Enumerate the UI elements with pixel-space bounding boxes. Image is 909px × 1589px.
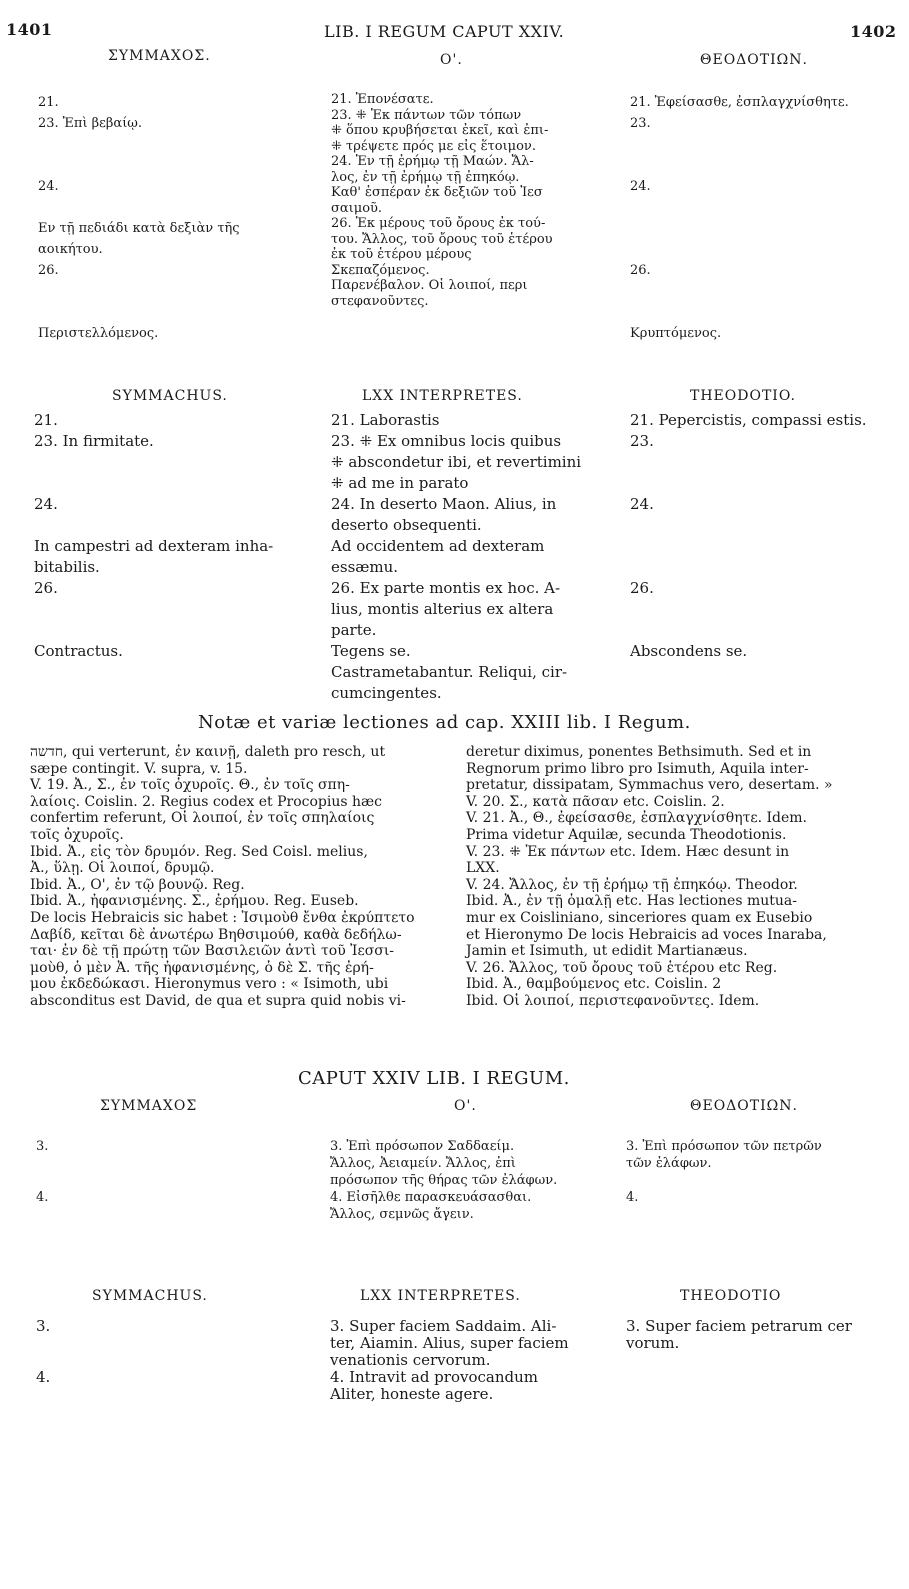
latin-lxx-line-2: 4. Intravit ad provocandum xyxy=(330,1368,538,1386)
latin-lxx-line: Castrametabantur. Reliqui, cir- xyxy=(331,663,568,681)
latin-theodotio-line xyxy=(630,536,905,557)
latin-lxx-line-2: ter, Aiamin. Alius, super faciem xyxy=(330,1334,569,1352)
latin-symmachus-line-2 xyxy=(36,1335,296,1352)
greek-header-symmachus: ΣΥΜΜΑΧΟΣ. xyxy=(108,48,211,64)
latin-symmachus-line: 24. xyxy=(34,495,58,513)
greek-lxx-line: του. Ἄλλος, τοῦ ὄρους τοῦ ἑτέρου xyxy=(331,231,553,247)
greek-symmachus-line xyxy=(38,302,298,323)
greek-header-symmachus-2: ΣΥΜΜΑΧΟΣ xyxy=(100,1098,198,1114)
greek-lxx-line: 21. Ἐπονέσατε. xyxy=(331,92,434,107)
greek-theodotion-line-2 xyxy=(626,1172,906,1189)
latin-header-lxx-2: LXX INTERPRETES. xyxy=(360,1288,521,1304)
latin-theodotio-line: Abscondens se. xyxy=(630,642,748,660)
notes-left-line: Δαβίδ, κεῖται δὲ ἀνωτέρω Βηθσιμούθ, καθὰ δεδήλω- xyxy=(30,926,402,943)
latin-theodotio-column-2 xyxy=(626,1318,906,1352)
latin-header-symmachus-2: SYMMACHUS. xyxy=(92,1288,208,1304)
latin-lxx-line: 26. Ex parte montis ex hoc. A- xyxy=(331,579,561,597)
latin-lxx-line-2: Aliter, honeste agere. xyxy=(330,1385,494,1403)
greek-symmachus-line: αοικήτου. xyxy=(38,242,103,257)
greek-header-lxx: O'. xyxy=(440,52,463,68)
greek-lxx-line: ⁜ ὅπου κρυβήσεται ἐκεῖ, καὶ ἐπι- xyxy=(331,123,549,138)
greek-symmachus-line xyxy=(38,134,298,155)
greek-symmachus-line: 21. xyxy=(38,95,59,110)
notes-right-line: V. 26. Ἄλλος, τοῦ ὄρους τοῦ ἑτέρου etc Reg. xyxy=(466,959,778,976)
latin-symmachus-line xyxy=(34,599,294,620)
notes-right-line: et Hieronymo De locis Hebraicis ad voces Inaraba, xyxy=(466,926,827,943)
notes-right-line: LXX. xyxy=(466,860,500,877)
notes-left-line: Ibid. Ἀ., εἰς τὸν δρυμόν. Reg. Sed Coisl. melius, xyxy=(30,843,368,860)
notes-right-line: pretatur, dissipatam, Symmachus vero, desertam. » xyxy=(466,777,833,794)
notes-right-line: V. 21. Ἀ., Θ., ἐφείσασθε, ἐσπλαγχνίσθητε. Idem. xyxy=(466,810,807,827)
greek-theodotion-line xyxy=(630,302,905,323)
greek-header-theodotion-2: ΘΕΟΔΟΤΙΩΝ. xyxy=(690,1098,798,1114)
greek-theodotion-line xyxy=(630,281,905,302)
notes-left-line: confertim referunt, Οἱ λοιποί, ἐν τοῖς σπηλαίοις xyxy=(30,810,375,827)
notes-right-line: Ibid. Ἀ., ἐν τῇ ὁμαλῇ etc. Has lectiones mutua- xyxy=(466,893,797,910)
notes-left-line: Ibid. Ἀ., Ο', ἐν τῷ βουνῷ. Reg. xyxy=(30,876,245,893)
notes-left-line: absconditus est David, de qua et supra quid nobis vi- xyxy=(30,992,406,1009)
notes-left-line: Ἀ., ὕλῃ. Οἱ λοιποί, δρυμῷ. xyxy=(30,860,215,877)
latin-lxx-line: Tegens se. xyxy=(331,642,411,660)
latin-symmachus-line: In campestri ad dexteram inha- xyxy=(34,537,274,555)
greek-symmachus-line xyxy=(38,155,298,176)
greek-theodotion-line: 24. xyxy=(630,179,651,194)
latin-lxx-line: ⁜ ad me in parato xyxy=(331,474,469,492)
greek-theodotion-line xyxy=(630,197,905,218)
greek-theodotion-line: 23. xyxy=(630,116,651,131)
greek-symmachus-line-2 xyxy=(36,1172,296,1189)
greek-lxx-line: Σκεπαζόμενος. xyxy=(331,262,430,278)
latin-symmachus-line: 23. In firmitate. xyxy=(34,432,154,450)
greek-symmachus-line: 26. xyxy=(38,263,59,278)
latin-symmachus-column-2 xyxy=(36,1318,296,1386)
latin-symmachus-line xyxy=(34,515,294,536)
notes-left-line: Ibid. Ἀ., ἠφανισμένης. Σ., ἐρήμου. Reg. Euseb. xyxy=(30,893,359,910)
notes-right-line: Regnorum primo libro pro Isimuth, Aquila inter- xyxy=(466,760,809,777)
greek-theodotion-line-2: 3. Ἐπὶ πρόσωπον τῶν πετρῶν xyxy=(626,1139,822,1154)
greek-lxx-column-2 xyxy=(330,1138,610,1223)
notes-right-line: Ibid. Ἀ., θαμβούμενος etc. Coislin. 2 xyxy=(466,976,722,993)
greek-symmachus-column-2 xyxy=(36,1138,296,1206)
greek-theodotion-line: 26. xyxy=(630,263,651,278)
greek-lxx-line: ⁜ τρέψετε πρός με εἰς ἕτοιμον. xyxy=(331,138,536,154)
greek-theodotion-line: Κρυπτόμενος. xyxy=(630,326,722,341)
greek-symmachus-line xyxy=(38,281,298,302)
latin-header-theodotio: THEODOTIO. xyxy=(690,388,796,404)
greek-lxx-line: σαιμοῦ. xyxy=(331,200,383,216)
latin-theodotio-line xyxy=(630,557,905,578)
latin-theodotio-line-2: 3. Super faciem petrarum cer xyxy=(626,1317,852,1335)
page-number-right: 1402 xyxy=(850,22,897,41)
section2-title: CAPUT XXIV LIB. I REGUM. xyxy=(298,1068,570,1089)
page-number-left: 1401 xyxy=(6,20,53,39)
notes-right-line: V. 24. Ἄλλος, ἐν τῇ ἐρήμῳ τῇ ἐπηκόῳ. Theodor. xyxy=(466,876,798,893)
greek-theodotion-line xyxy=(630,239,905,260)
greek-lxx-line-2: Ἄλλος, σεμνῶς ἄγειν. xyxy=(330,1207,474,1222)
notes-left-line: τοῖς ὀχυροῖς. xyxy=(30,826,124,843)
notes-left-line: חדשה, qui verterunt, ἐν καινῇ, daleth pro resch, ut xyxy=(30,744,386,760)
greek-lxx-line: λος, ἐν τῇ ἐρήμῳ τῇ ἐπηκόῳ. xyxy=(331,169,520,185)
greek-lxx-line-2: Ἄλλος, Ἀειαμείν. Ἄλλος, ἐπὶ xyxy=(330,1156,516,1171)
notes-left-line: sæpe contingit. V. supra, v. 15. xyxy=(30,760,248,777)
greek-theodotion-line xyxy=(630,155,905,176)
greek-theodotion-line-2: τῶν ἐλάφων. xyxy=(626,1156,712,1171)
notes-right-line: V. 23. ⁜ Ἐκ πάντων etc. Idem. Hæc desunt in xyxy=(466,843,790,860)
greek-symmachus-column xyxy=(38,92,298,344)
latin-lxx-line: essæmu. xyxy=(331,558,399,576)
latin-lxx-line: 23. ⁜ Ex omnibus locis quibus xyxy=(331,432,562,450)
latin-theodotio-line-2: vorum. xyxy=(626,1334,680,1352)
greek-theodotion-line xyxy=(630,218,905,239)
latin-lxx-column xyxy=(331,410,601,704)
greek-symmachus-line: Εν τῇ πεδιάδι κατὰ δεξιὰν τῆς xyxy=(38,221,240,236)
greek-theodotion-line xyxy=(630,134,905,155)
latin-theodotio-line xyxy=(630,599,905,620)
running-title: LIB. I REGUM CAPUT XXIV. xyxy=(324,22,565,41)
greek-symmachus-line: 24. xyxy=(38,179,59,194)
notes-right-line: Jamin et Isimuth, ut edidit Martianæus. xyxy=(466,943,748,960)
notes-right-line: deretur diximus, ponentes Bethsimuth. Sed et in xyxy=(466,744,812,760)
latin-lxx-line: parte. xyxy=(331,621,377,639)
latin-header-lxx: LXX INTERPRETES. xyxy=(362,388,523,404)
greek-lxx-line: 26. Ἐκ μέρους τοῦ ὄρους ἐκ τού- xyxy=(331,216,546,231)
notes-left-line: De locis Hebraicis sic habet : Ἰσιμοὺθ ἔνθα ἐκρύπτετο xyxy=(30,909,415,926)
latin-lxx-line: 21. Laborastis xyxy=(331,411,440,429)
greek-symmachus-line-2 xyxy=(36,1155,296,1172)
latin-lxx-line-2: venationis cervorum. xyxy=(330,1351,491,1369)
greek-lxx-column xyxy=(331,92,596,309)
latin-lxx-line: 24. In deserto Maon. Alius, in xyxy=(331,495,557,513)
latin-theodotio-line: 26. xyxy=(630,579,654,597)
greek-symmachus-line-2: 4. xyxy=(36,1190,49,1205)
notes-right-line: V. 20. Σ., κατὰ πᾶσαν etc. Coislin. 2. xyxy=(466,793,725,810)
greek-theodotion-column-2 xyxy=(626,1138,906,1206)
latin-theodotio-line: 24. xyxy=(630,495,654,513)
latin-theodotio-line: 23. xyxy=(630,432,654,450)
notes-title: Notæ et variæ lectiones ad cap. XXIII lib. I Regum. xyxy=(198,712,691,733)
notes-right-line: mur ex Coisliniano, sinceriores quam ex Eusebio xyxy=(466,909,813,926)
notes-left-line: μοὺθ, ὁ μὲν Ἀ. τῆς ἠφανισμένης, ὁ δὲ Σ. τῆς ἐρή- xyxy=(30,959,374,976)
notes-left-line: V. 19. Ἀ., Σ., ἐν τοῖς ὀχυροῖς. Θ., ἐν τοῖς σπη- xyxy=(30,777,350,794)
greek-header-lxx-2: O'. xyxy=(454,1098,477,1114)
latin-theodotio-line xyxy=(630,473,905,494)
greek-lxx-line: Καθ' ἑσπέραν ἐκ δεξιῶν τοῦ Ἰεσ xyxy=(331,185,543,200)
latin-symmachus-line xyxy=(34,452,294,473)
greek-lxx-line: 23. ⁜ Ἐκ πάντων τῶν τόπων xyxy=(331,107,522,123)
latin-header-theodotio-2: THEODOTIO xyxy=(680,1288,782,1304)
greek-lxx-line-2: 3. Ἐπὶ πρόσωπον Σαδδαείμ. xyxy=(330,1139,515,1154)
latin-theodotio-line xyxy=(630,452,905,473)
greek-lxx-line: 24. Ἐν τῇ ἐρήμῳ τῇ Μαών. Ἄλ- xyxy=(331,154,534,169)
latin-theodotio-line xyxy=(630,620,905,641)
notes-right-line: Ibid. Οἱ λοιποί, περιστεφανοῦντες. Idem. xyxy=(466,992,760,1009)
greek-lxx-line: ἐκ τοῦ ἑτέρου μέρους xyxy=(331,247,472,262)
latin-header-symmachus: SYMMACHUS. xyxy=(112,388,228,404)
notes-left-line: λαίοις. Coislin. 2. Regius codex et Procopius hæc xyxy=(30,793,383,810)
greek-symmachus-line: Περιστελλόμενος. xyxy=(38,326,159,341)
notes-left-column xyxy=(30,744,450,1010)
latin-symmachus-line: 21. xyxy=(34,411,58,429)
latin-lxx-column-2 xyxy=(330,1318,610,1403)
latin-symmachus-line-2 xyxy=(36,1352,296,1369)
latin-symmachus-line: bitabilis. xyxy=(34,558,100,576)
notes-right-column xyxy=(466,744,906,1010)
latin-theodotio-line xyxy=(630,515,905,536)
latin-symmachus-line xyxy=(34,620,294,641)
latin-lxx-line-2: 3. Super faciem Saddaim. Ali- xyxy=(330,1317,557,1335)
latin-lxx-line: cumcingentes. xyxy=(331,684,442,702)
latin-symmachus-line: 26. xyxy=(34,579,58,597)
greek-lxx-line-2: πρόσωπον τῆς θήρας τῶν ἐλάφων. xyxy=(330,1173,558,1188)
greek-lxx-line-2: 4. Εἰσῆλθε παρασκευάσασθαι. xyxy=(330,1190,532,1205)
greek-header-theodotion: ΘΕΟΔΟΤΙΩΝ. xyxy=(700,52,808,68)
latin-theodotio-column xyxy=(630,410,905,662)
latin-symmachus-line-2: 3. xyxy=(36,1317,51,1335)
latin-lxx-line: lius, montis alterius ex altera xyxy=(331,600,554,618)
latin-symmachus-column xyxy=(34,410,294,662)
notes-left-line: ται· ἐν δὲ τῇ πρώτῃ τῶν Βασιλειῶν ἀντὶ τοῦ Ἰεσσι- xyxy=(30,943,395,960)
latin-lxx-line: deserto obsequenti. xyxy=(331,516,482,534)
greek-lxx-line: στεφανοῦντες. xyxy=(331,293,429,309)
greek-theodotion-column xyxy=(630,92,905,344)
latin-lxx-line: Ad occidentem ad dexteram xyxy=(331,537,545,555)
greek-symmachus-line: 23. Ἐπὶ βεβαίῳ. xyxy=(38,116,143,131)
greek-theodotion-line-2: 4. xyxy=(626,1190,639,1205)
greek-symmachus-line xyxy=(38,197,298,218)
greek-symmachus-line-2: 3. xyxy=(36,1139,49,1154)
latin-lxx-line: ⁜ abscondetur ibi, et revertimini xyxy=(331,453,582,471)
greek-theodotion-line: 21. Ἐφείσασθε, ἐσπλαγχνίσθητε. xyxy=(630,95,849,110)
latin-symmachus-line: Contractus. xyxy=(34,642,123,660)
latin-theodotio-line: 21. Pepercistis, compassi estis. xyxy=(630,411,867,429)
latin-symmachus-line xyxy=(34,473,294,494)
notes-left-line: μου ἐκδεδώκασι. Hieronymus vero : « Isimoth, ubi xyxy=(30,976,389,993)
greek-lxx-line: Παρενέβαλον. Οἱ λοιποί, περι xyxy=(331,278,528,293)
latin-symmachus-line-2: 4. xyxy=(36,1368,51,1386)
notes-right-line: Prima videtur Aquilæ, secunda Theodotionis. xyxy=(466,826,787,843)
